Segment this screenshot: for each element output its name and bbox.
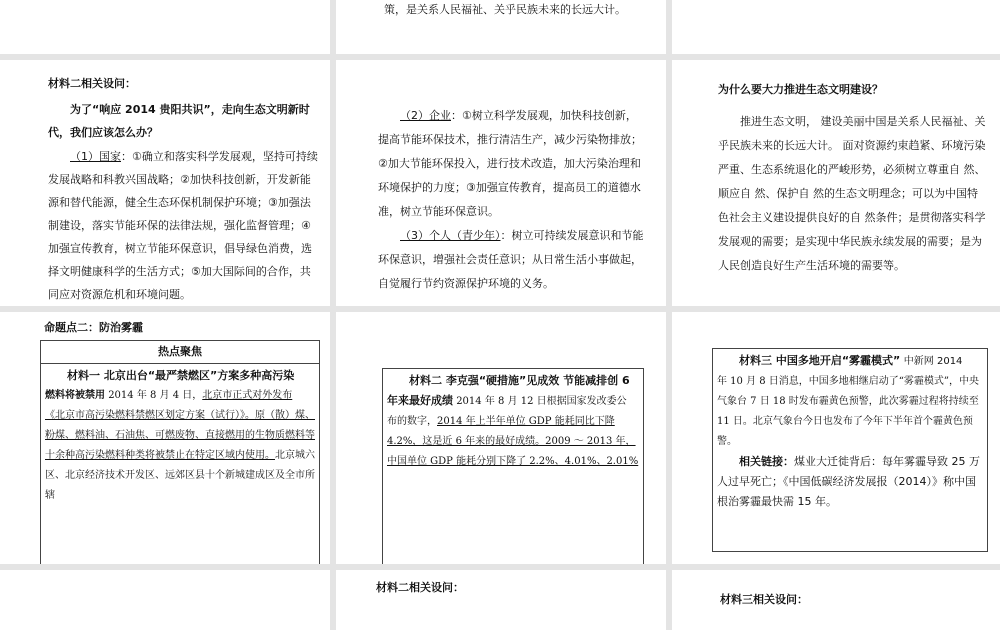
related-link-label: 相关链接：	[739, 455, 794, 468]
related-link-text: 煤业大迁徙背后：每年雾霾导致 25 万人过早死亡；《中国低碳经济发展报（2014）》称中国根治雾霾最快需 15 年。	[717, 455, 980, 508]
material-line-2: 《北京市高污染燃料禁燃区划定方案（试行）》。原（散）煤、粉煤、燃料油、石油焦、可燃废物、直接燃用的生物质燃料等十余种高污染燃料种类将被禁止在特定区域内使用。	[45, 410, 315, 461]
material-body	[387, 391, 639, 472]
material-source: 中新网 2014	[903, 356, 963, 367]
material-underlined: 2014 年上半年单位 GDP 能耗同比下降 4.2%，这是近 6 年来的最好成绩。2009 ～ 2013 年，	[387, 416, 636, 447]
label-individual: （3）个人（青少年）	[400, 229, 501, 242]
slide-r1-left	[0, 0, 330, 54]
material-2-box	[382, 368, 644, 564]
slide-heading: 材料二相关设问：	[48, 77, 136, 90]
slide-r2-right	[672, 60, 1000, 306]
material-title: 材料二 李克强“硬措施”见成效 节能减排创 6	[409, 374, 630, 387]
text-enterprise: ：①树立科学发展观，加快科技创新，提高节能环保技术，推行清洁生产，减少污染物排放；②加大节能环保投入，进行技术改造，加大污染治理和环境保护的力度；③加强宣传教育，提高员工的道德水准，树立节能环保意识。	[378, 109, 642, 218]
slide-heading: 命题点二：防治雾霾	[44, 321, 143, 334]
label-national: （1）国家	[70, 150, 121, 163]
material-date: 2014 年 8 月 4 日，	[108, 390, 203, 401]
answer-why: 推进生态文明， 建设美丽中国是关系人民福祉、关乎民族未来的长远大计。 面对资源约束趋紧、环境污染严重、生态系统退化的严峻形势，必须树立尊重自 然、顺应自 然、保护自 然的生态文明理念；可以为中国特色社会主义建设提供良好的自 然条件；是贯彻落实科学发展观的需要；是实现中华民族永续发展的需要；是为人民创造良好生产生活环境的需要等。	[718, 115, 986, 272]
answer-enterprise	[378, 104, 644, 224]
slide-r3-right	[672, 312, 1000, 564]
text-individual: ：树立可持续发展意识和节能环保意识，增强社会责任意识；从日常生活小事做起，自觉履行节约资源保护环境的义务。	[378, 229, 644, 290]
material-line-2: 布的数字，	[387, 416, 437, 427]
material-3-box	[712, 348, 988, 552]
text-national: ：①确立和落实科学发展观，坚持可持续发展战略和科教兴国战略；②加快科技创新，开发新能源和替代能源，健全生态环保机制保护环境；③加强法制建设，落实节能环保的法律法规，强化监督管理；④加强宣传教育，树立节能环保意识，倡导绿色消费，选择文明健康科学的生活方式；⑤加大国际间的合作，共同应对资源危机和环境问题。	[48, 150, 318, 301]
slide-heading: 材料三相关设问：	[720, 593, 808, 606]
question: 为了“响应 2014 贵阳共识”，走向生态文明新时代，我们应该怎么办？	[48, 103, 310, 139]
slide-r4-left	[0, 570, 330, 630]
slide-heading: 为什么要大力推进生态文明建设？	[718, 83, 883, 96]
material-line-3: 北京城六区、北京经济技术开发区、远郊区县十个新城建成区及全市所辖	[45, 450, 315, 501]
material-line-3: 中国单位 GDP 能耗分别下降了 2.2%、4.01%、2.01%	[387, 456, 639, 467]
related-link	[717, 452, 983, 512]
slide-r3-left	[0, 312, 330, 564]
answer-individual	[378, 224, 644, 296]
hotspot-box	[40, 340, 320, 564]
material-header	[717, 351, 983, 372]
slide-r4-middle	[336, 570, 666, 630]
slide-text: 策，是关系人民福祉、关乎民族未来的长远大计。	[384, 3, 626, 16]
material-line-1: 年来最好成绩	[387, 394, 453, 407]
slide-r2-middle	[336, 60, 666, 306]
slide-r1-right	[672, 0, 1000, 54]
slide-r2-left	[0, 60, 330, 306]
material-line-1: 燃料将被禁用	[45, 390, 105, 401]
slide-r3-middle	[336, 312, 666, 564]
material-title: 材料三 中国多地开启“雾霾模式”	[739, 354, 901, 367]
box-title: 热点聚焦	[41, 341, 319, 364]
slide-heading: 材料二相关设问：	[376, 581, 464, 594]
material-body	[45, 386, 315, 506]
slide-r1-middle	[336, 0, 666, 54]
material-body: 年 10 月 8 日消息，中国多地相继启动了“雾霾模式”，中央气象台 7 日 18 时发布霾黄色预警，此次雾霾过程将持续至 11 日。北京气象台今日也发布了今年下半年首个霾黄色预警。	[717, 376, 980, 447]
slide-r4-right	[672, 570, 1000, 630]
label-enterprise: （2）企业	[400, 109, 451, 122]
answer-national	[48, 145, 320, 306]
material-date: 2014 年 8 月 12 日根据国家发改委公	[456, 396, 627, 407]
material-link: 北京市正式对外发布	[202, 390, 293, 401]
material-title: 材料一 北京出台“最严禁燃区”方案多种高污染	[67, 369, 295, 382]
